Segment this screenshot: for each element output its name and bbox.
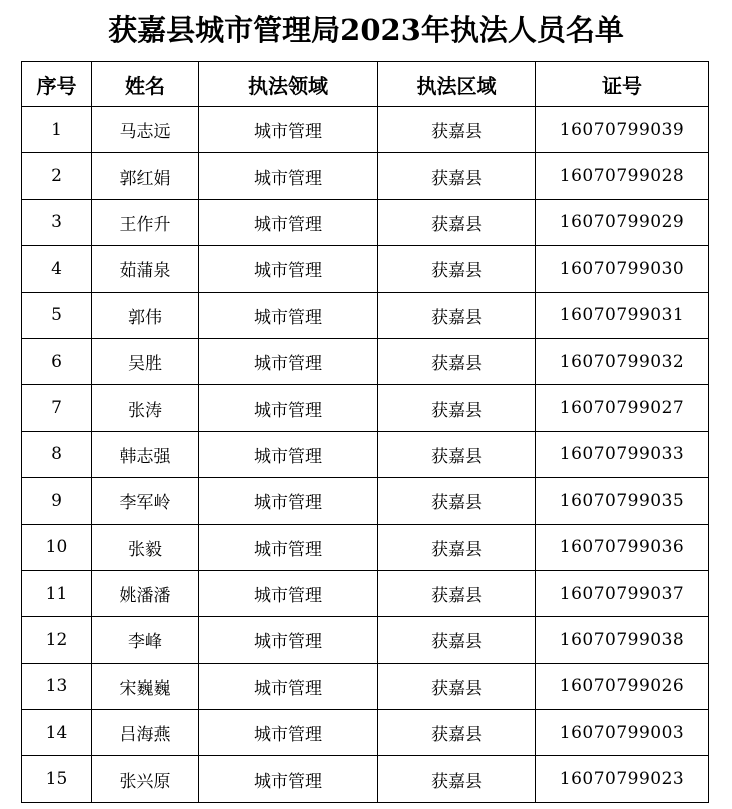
cell-name: 吕海燕 — [92, 710, 199, 756]
cell-cert-number: 16070799031 — [536, 292, 709, 338]
cell-field: 城市管理 — [199, 292, 378, 338]
cell-region: 获嘉县 — [378, 199, 536, 245]
table-row — [22, 663, 709, 709]
cell-cert-number: 16070799035 — [536, 478, 709, 524]
cell-index: 13 — [22, 663, 92, 709]
header-field: 执法领域 — [199, 62, 378, 107]
table-row — [22, 617, 709, 663]
cell-region: 获嘉县 — [378, 107, 536, 153]
cell-field: 城市管理 — [199, 431, 378, 477]
cell-index: 3 — [22, 199, 92, 245]
cell-field: 城市管理 — [199, 246, 378, 292]
cell-cert-number: 16070799026 — [536, 663, 709, 709]
cell-field: 城市管理 — [199, 338, 378, 384]
cell-field: 城市管理 — [199, 385, 378, 431]
cell-index: 1 — [22, 107, 92, 153]
table-row — [22, 153, 709, 199]
table-row — [22, 338, 709, 384]
cell-cert-number: 16070799038 — [536, 617, 709, 663]
cell-region: 获嘉县 — [378, 663, 536, 709]
cell-index: 4 — [22, 246, 92, 292]
cell-name: 吴胜 — [92, 338, 199, 384]
cell-name: 郭红娟 — [92, 153, 199, 199]
cell-name: 宋巍巍 — [92, 663, 199, 709]
cell-name: 姚潘潘 — [92, 570, 199, 616]
header-index: 序号 — [22, 62, 92, 107]
cell-cert-number: 16070799030 — [536, 246, 709, 292]
cell-field: 城市管理 — [199, 478, 378, 524]
cell-field: 城市管理 — [199, 153, 378, 199]
cell-cert-number: 16070799036 — [536, 524, 709, 570]
header-cert-number: 证号 — [536, 62, 709, 107]
cell-cert-number: 16070799033 — [536, 431, 709, 477]
cell-field: 城市管理 — [199, 756, 378, 802]
cell-field: 城市管理 — [199, 663, 378, 709]
cell-index: 7 — [22, 385, 92, 431]
cell-index: 8 — [22, 431, 92, 477]
table-row — [22, 431, 709, 477]
cell-cert-number: 16070799003 — [536, 710, 709, 756]
cell-name: 李军岭 — [92, 478, 199, 524]
table-row — [22, 524, 709, 570]
cell-index: 11 — [22, 570, 92, 616]
cell-index: 15 — [22, 756, 92, 802]
table-row — [22, 710, 709, 756]
cell-region: 获嘉县 — [378, 246, 536, 292]
header-region: 执法区域 — [378, 62, 536, 107]
table-row — [22, 478, 709, 524]
header-name: 姓名 — [92, 62, 199, 107]
cell-index: 6 — [22, 338, 92, 384]
cell-region: 获嘉县 — [378, 710, 536, 756]
table-row — [22, 199, 709, 245]
cell-name: 张涛 — [92, 385, 199, 431]
cell-field: 城市管理 — [199, 199, 378, 245]
cell-name: 马志远 — [92, 107, 199, 153]
cell-index: 14 — [22, 710, 92, 756]
cell-index: 12 — [22, 617, 92, 663]
cell-field: 城市管理 — [199, 617, 378, 663]
cell-cert-number: 16070799023 — [536, 756, 709, 802]
cell-field: 城市管理 — [199, 107, 378, 153]
cell-cert-number: 16070799028 — [536, 153, 709, 199]
cell-field: 城市管理 — [199, 524, 378, 570]
cell-index: 5 — [22, 292, 92, 338]
cell-region: 获嘉县 — [378, 756, 536, 802]
table-row — [22, 756, 709, 802]
cell-region: 获嘉县 — [378, 570, 536, 616]
cell-name: 张毅 — [92, 524, 199, 570]
table-row — [22, 292, 709, 338]
cell-cert-number: 16070799029 — [536, 199, 709, 245]
cell-region: 获嘉县 — [378, 338, 536, 384]
cell-cert-number: 16070799027 — [536, 385, 709, 431]
table-row — [22, 107, 709, 153]
cell-name: 张兴原 — [92, 756, 199, 802]
document-title: 获嘉县城市管理局2023年执法人员名单 — [108, 13, 624, 47]
table-row — [22, 385, 709, 431]
table-row — [22, 570, 709, 616]
cell-cert-number: 16070799032 — [536, 338, 709, 384]
cell-region: 获嘉县 — [378, 153, 536, 199]
cell-name: 郭伟 — [92, 292, 199, 338]
cell-name: 王作升 — [92, 199, 199, 245]
cell-cert-number: 16070799037 — [536, 570, 709, 616]
cell-region: 获嘉县 — [378, 524, 536, 570]
cell-cert-number: 16070799039 — [536, 107, 709, 153]
cell-region: 获嘉县 — [378, 385, 536, 431]
table-header-row — [22, 62, 709, 107]
cell-index: 2 — [22, 153, 92, 199]
cell-name: 韩志强 — [92, 431, 199, 477]
cell-field: 城市管理 — [199, 570, 378, 616]
cell-index: 9 — [22, 478, 92, 524]
cell-region: 获嘉县 — [378, 431, 536, 477]
cell-region: 获嘉县 — [378, 617, 536, 663]
cell-name: 茹蒲泉 — [92, 246, 199, 292]
cell-region: 获嘉县 — [378, 292, 536, 338]
cell-name: 李峰 — [92, 617, 199, 663]
personnel-table — [21, 61, 709, 803]
table-row — [22, 246, 709, 292]
cell-field: 城市管理 — [199, 710, 378, 756]
cell-index: 10 — [22, 524, 92, 570]
cell-region: 获嘉县 — [378, 478, 536, 524]
